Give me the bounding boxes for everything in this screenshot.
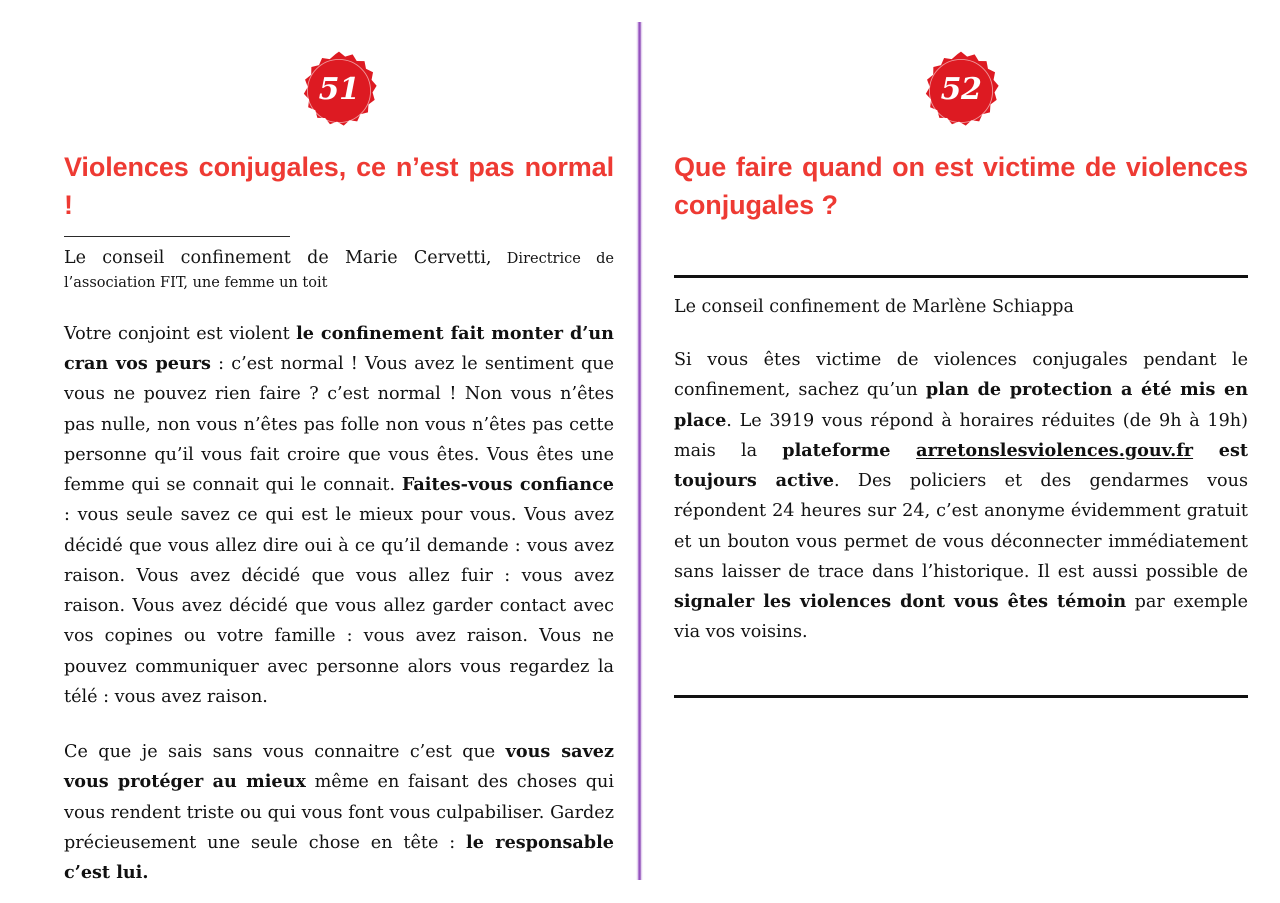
rp1-text-1: Si vous êtes victime de violences conjugales pendant le confinement, sachez qu’un bbox=[674, 350, 1248, 401]
p2-text-2: même en faisant des choses qui vous rendent triste ou qui vous font vous culpabiliser. Gardez précieusement une seule chose en tête : bbox=[64, 772, 614, 853]
right-heading-rule-top bbox=[674, 275, 1248, 278]
left-headline: Violences conjugales, ce n’est pas normal ! bbox=[64, 152, 614, 221]
arretonslesviolences-link[interactable]: arretonslesviolences.gouv.fr bbox=[916, 439, 1194, 461]
rp1-text-2: . Le 3919 vous répond à horaires réduites (de 9h à 19h) mais la bbox=[674, 410, 1248, 461]
right-headline: Que faire quand on est victime de violences conjugales ? bbox=[674, 152, 1248, 221]
p1-bold-2: Faites-vous confiance bbox=[401, 474, 614, 496]
p1-text-1: Votre conjoint est violent bbox=[64, 323, 297, 344]
rosette-badge-icon bbox=[920, 50, 1002, 132]
rosette-badge-icon bbox=[298, 50, 380, 132]
p2-text-1: Ce que je sais sans vous connaitre c’est que bbox=[64, 742, 506, 763]
left-byline-small: Directrice de l’association FIT, une femme un toit bbox=[64, 250, 614, 291]
left-heading-rule bbox=[64, 236, 290, 237]
rp1-text-4: par exemple via vos voisins. bbox=[674, 592, 1249, 643]
column-divider bbox=[636, 22, 643, 880]
left-byline bbox=[64, 246, 614, 294]
rp1-bold-1: plan de protection a été mis en place bbox=[674, 379, 1248, 431]
left-paragraph-2 bbox=[64, 737, 614, 888]
p2-bold-2: le responsable c’est lui. bbox=[64, 831, 614, 884]
badge-number: 52 bbox=[940, 72, 982, 107]
badge-number: 51 bbox=[318, 72, 360, 107]
right-badge-container bbox=[674, 0, 1248, 132]
right-paragraph-1 bbox=[674, 345, 1248, 648]
p1-text-3: : vous seule savez ce qui est le mieux pour vous. Vous avez décidé que vous allez dire oui à ce qu’il demande : vous avez raison. Vous avez décidé que vous allez fuir : vous avez raison. Vous avez décidé que vous allez garder contact avec vos copines ou votre famille : vous avez raison. Vous ne pouvez communiquer avec personne alors vous regardez la télé : vous avez raison. bbox=[64, 505, 614, 707]
left-byline-main: Le conseil confinement de Marie Cervetti, bbox=[64, 247, 492, 268]
right-column bbox=[640, 0, 1280, 903]
rp1-bold-2: plateforme bbox=[782, 439, 917, 461]
p1-text-2: : c’est normal ! Vous avez le sentiment que vous ne pouvez rien faire ? c’est normal ! Non vous n’êtes pas nulle, non vous n’êtes pas folle non vous n’êtes pas cette personne qu’il vous fait croire que vous êtes. Vous êtes une femme qui se connait qui le connait. bbox=[64, 354, 614, 496]
p2-bold-1: vous savez vous protéger au mieux bbox=[64, 741, 614, 793]
right-byline: Le conseil confinement de Marlène Schiappa bbox=[674, 296, 1074, 317]
rp1-bold-4: signaler les violences dont vous êtes témoin bbox=[674, 591, 1127, 613]
rp1-text-3: . Des policiers et des gendarmes vous répondent 24 heures sur 24, c’est anonyme évidemment gratuit et un bouton vous permet de vous déconnecter immédiatement sans laisser de trace dans l’historique. Il est aussi possible de bbox=[674, 471, 1248, 582]
rp1-bold-3: est toujours active bbox=[674, 439, 1248, 492]
right-bottom-rule bbox=[674, 695, 1248, 698]
left-badge-container bbox=[64, 0, 614, 132]
left-paragraph-1 bbox=[64, 319, 614, 712]
p1-bold-1: le confinement fait monter d’un cran vos peurs bbox=[64, 322, 614, 375]
